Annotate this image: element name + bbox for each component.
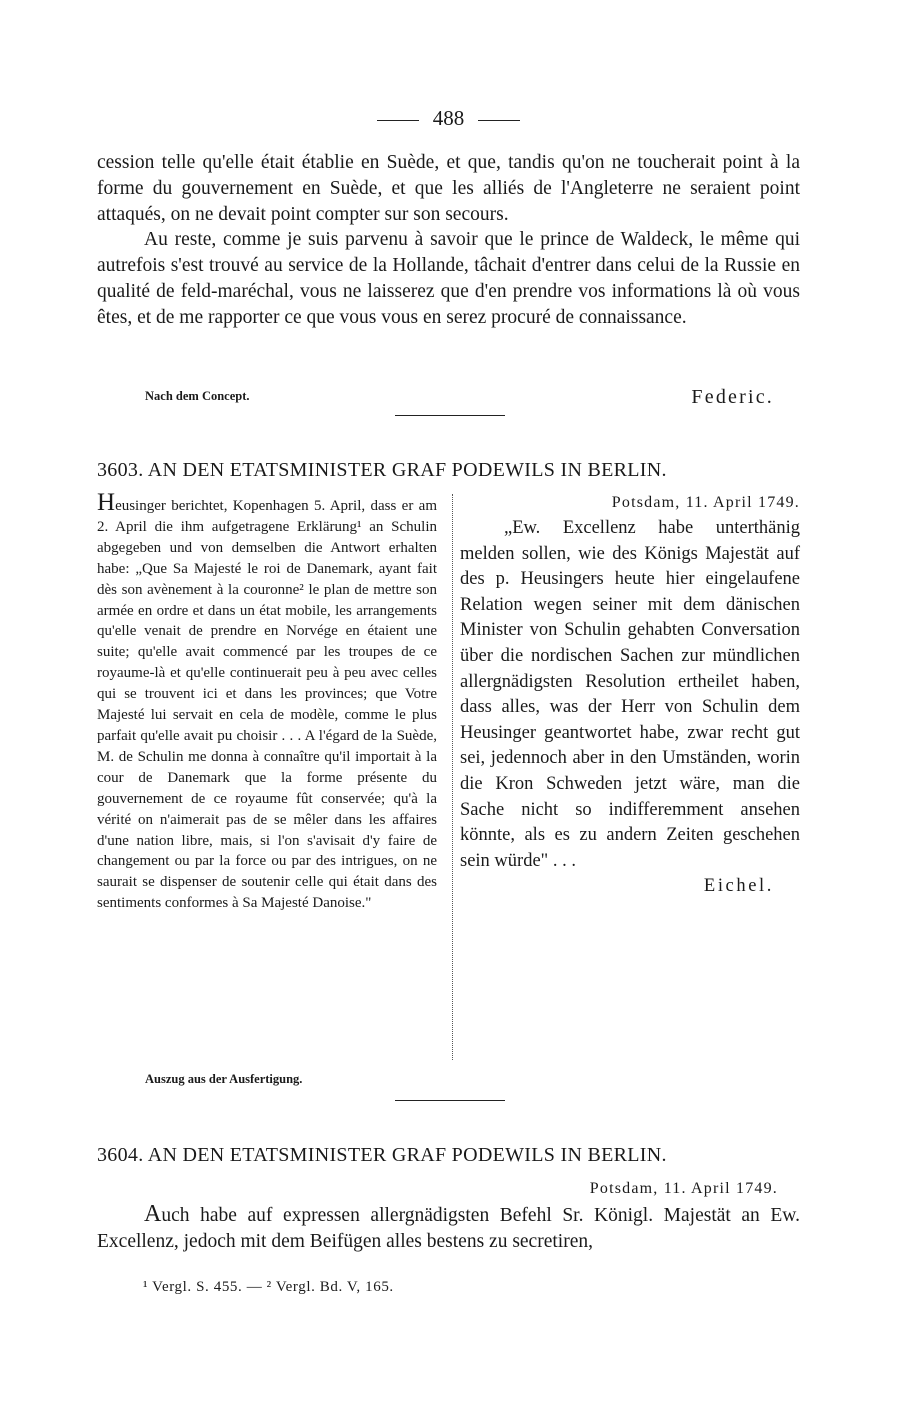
letter-3604-block: [97, 1180, 800, 1255]
letter-3603-dateline: Potsdam, 11. April 1749.: [611, 494, 800, 511]
letter-3604-text: uch habe auf expressen allergnädigsten Befehl Sr. Königl. Majestät an Ew. Excellenz, jedoch mit dem Beifügen alles bestens zu secretiren,: [97, 1205, 800, 1252]
letter-3604-body: [97, 1202, 800, 1255]
summary-initial: H: [97, 489, 116, 516]
page-number-dash-right: [478, 120, 520, 121]
letter-3603-body: „Ew. Excellenz habe unterthänig melden sollen, wie des Königs Majestät auf des p. Heusingers heute hier eingelaufene Relation wegen seiner mit dem dänischen Minister von Schulin gehabten Conversation über die nordischen Sachen zur mündlichen allergnädigsten Resolution ertheilet haben, dass alles, was der Herr von Schulin dem Heusinger geantwortet habe, zwar recht gut sei, jedennoch aber in den Umständen, worin die Kron Schweden jetzt wäre, man die Sache nicht so indifferemment ansehen könnte, als es zu andern Zeiten geschehen sein würde" . . .: [460, 518, 800, 871]
column-divider: [452, 494, 453, 1060]
intro-paragraph-2: Au reste, comme je suis parvenu à savoir que le prince de Waldeck, le même qui autrefois s'est trouvé au service de la Hollande, tâchait d'entrer dans celui de la Russie en qualité de feld-maréchal, vous ne laisserez que d'en prendre vos informations là où vous êtes, et de me rapporter ce que vous vous en serez procuré de connaissance.: [97, 229, 800, 328]
separator-rule-2: [395, 1100, 505, 1101]
intro-signature-row: [97, 386, 800, 414]
page-number: [97, 106, 800, 130]
summary-text: eusinger berichtet, Kopenhagen 5. April, dass er am 2. April die ihm aufgetragene Erklärung¹ an Schulin abgegeben und von demselben die Antwort erhalten habe: „Que Sa Majesté le roi de Danemark, ayant fait dès son avènement à la couronne² le plan de mettre son armée en ordre et dans un état mobile, les arrangements qu'elle venait de prendre en Norvége en étaient une suite; qu'elle avait commencé par les troupes de ce royaume-là et qu'elle continuerait peu à peu avec celles qui se trouvent ici et dans les provinces; que Votre Majesté lui servait en cela de modèle, comme le plus parfait qu'elle avait pu choisir . . . A l'égard de la Suède, M. de Schulin me donna à connaître qu'il importait à la cour de Danemark que la forme présente du gouvernement de ce royaume fût conservée; qu'à la vérité on n'aimerait pas de se mêler dans les affaires d'une nation libre, mais, si l'on s'avisait d'y faire de changement ou par la force ou par des intrigues, on ne saurait se dispenser de soutenir celle qui était dans des sentiments conformes à Sa Majesté Danoise.": [97, 498, 437, 912]
letter-3604-dateline: Potsdam, 11. April 1749.: [589, 1180, 778, 1197]
letter-3604-initial: A: [144, 1201, 162, 1227]
page-number-dash-left: [377, 120, 419, 121]
footnotes: ¹ Vergl. S. 455. — ² Vergl. Bd. V, 165.: [143, 1279, 394, 1295]
letter-3604-heading: 3604. AN DEN ETATSMINISTER GRAF PODEWILS IN BERLIN.: [97, 1144, 667, 1166]
letter-3603-letter: [460, 494, 800, 897]
letter-3603-summary: [97, 489, 437, 914]
intro-signature: Federic.: [691, 386, 774, 408]
letter-3603-heading: 3603. AN DEN ETATSMINISTER GRAF PODEWILS IN BERLIN.: [97, 459, 667, 481]
separator-rule-1: [395, 415, 505, 416]
page-number-text: 488: [432, 106, 465, 130]
intro-paragraph-1: cession telle qu'elle était établie en Suède, et que, tandis qu'on ne toucherait point à la forme du gouvernement en Suède, et que les alliés de l'Angleterre ne seraient point attaqués, on ne devait point compter sur son secours.: [97, 152, 800, 225]
intro-block: [97, 150, 800, 331]
letter-3603-source-note: Auszug aus der Ausfertigung.: [145, 1072, 303, 1086]
letter-3603-signature: Eichel.: [703, 876, 774, 897]
intro-source-note: Nach dem Concept.: [145, 389, 250, 403]
